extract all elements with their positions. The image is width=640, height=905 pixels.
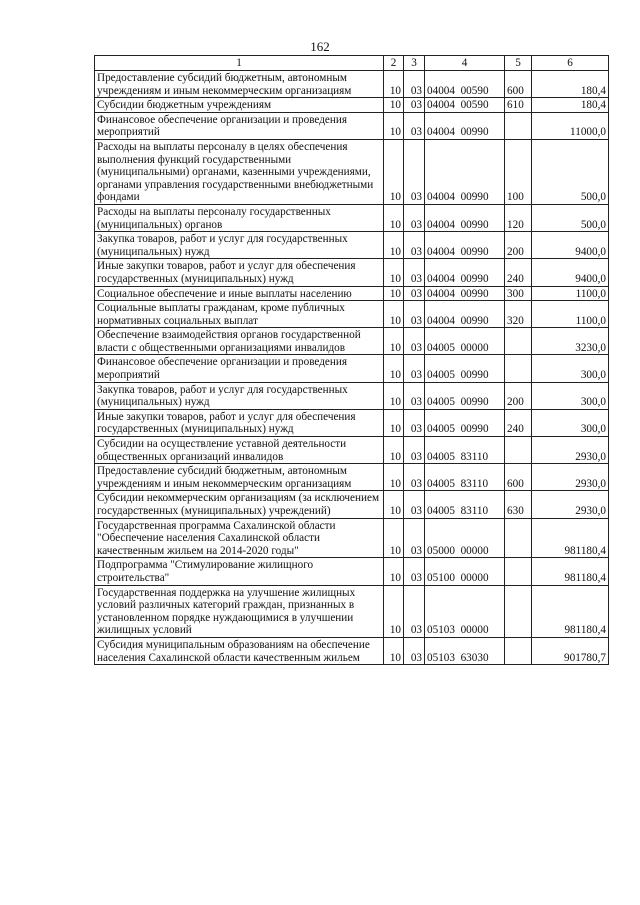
table-row	[95, 437, 609, 464]
header-col-1: 1	[95, 56, 384, 71]
row-amount-cell: 2930,0	[532, 491, 609, 518]
table-row	[95, 637, 609, 664]
row-subsection-cell: 03	[404, 437, 425, 464]
page-number: 162	[310, 39, 330, 54]
row-target-article-cell: 04005 83110	[425, 464, 505, 491]
row-name-cell: Закупка товаров, работ и услуг для государственных (муниципальных) нужд	[95, 232, 384, 259]
row-section-cell: 10	[384, 558, 404, 585]
row-name-cell: Расходы на выплаты персоналу государственных (муниципальных) органов	[95, 204, 384, 231]
table-row	[95, 464, 609, 491]
row-subsection-cell: 03	[404, 491, 425, 518]
row-amount-cell: 9400,0	[532, 259, 609, 286]
table-row	[95, 98, 609, 113]
table-row	[95, 259, 609, 286]
row-section-cell: 10	[384, 98, 404, 113]
row-expense-type-cell: 320	[505, 301, 532, 328]
row-amount-cell: 2930,0	[532, 464, 609, 491]
row-name-cell: Финансовое обеспечение организации и проведения мероприятий	[95, 112, 384, 139]
row-subsection-cell: 03	[404, 232, 425, 259]
row-subsection-cell: 03	[404, 518, 425, 558]
row-target-article-cell: 04004 00990	[425, 301, 505, 328]
row-section-cell: 10	[384, 232, 404, 259]
row-section-cell: 10	[384, 139, 404, 204]
row-subsection-cell: 03	[404, 409, 425, 436]
row-expense-type-cell	[505, 112, 532, 139]
header-col-6: 6	[532, 56, 609, 71]
row-target-article-cell: 04004 00590	[425, 98, 505, 113]
row-expense-type-cell: 120	[505, 204, 532, 231]
row-amount-cell: 1100,0	[532, 301, 609, 328]
row-subsection-cell: 03	[404, 71, 425, 98]
table-row	[95, 491, 609, 518]
row-section-cell: 10	[384, 301, 404, 328]
row-target-article-cell: 04004 00990	[425, 286, 505, 301]
table-row	[95, 409, 609, 436]
row-expense-type-cell: 240	[505, 259, 532, 286]
header-row	[95, 56, 609, 71]
row-amount-cell: 901780,7	[532, 637, 609, 664]
table-row	[95, 112, 609, 139]
row-target-article-cell: 04004 00990	[425, 259, 505, 286]
row-name-cell: Предоставление субсидий бюджетным, автономным учреждениям и иным некоммерческим организациям	[95, 464, 384, 491]
row-target-article-cell: 04005 00000	[425, 328, 505, 355]
header-col-2: 2	[384, 56, 404, 71]
row-name-cell: Финансовое обеспечение организации и проведения мероприятий	[95, 355, 384, 382]
row-name-cell: Закупка товаров, работ и услуг для государственных (муниципальных) нужд	[95, 382, 384, 409]
row-section-cell: 10	[384, 491, 404, 518]
row-expense-type-cell: 200	[505, 232, 532, 259]
row-amount-cell: 981180,4	[532, 518, 609, 558]
row-name-cell: Обеспечение взаимодействия органов государственной власти с общественными организациями инвалидов	[95, 328, 384, 355]
row-amount-cell: 300,0	[532, 409, 609, 436]
row-amount-cell: 500,0	[532, 139, 609, 204]
row-amount-cell: 180,4	[532, 71, 609, 98]
row-name-cell: Подпрограмма "Стимулирование жилищного строительства"	[95, 558, 384, 585]
row-section-cell: 10	[384, 112, 404, 139]
row-name-cell: Предоставление субсидий бюджетным, автономным учреждениям и иным некоммерческим организациям	[95, 71, 384, 98]
row-subsection-cell: 03	[404, 301, 425, 328]
row-amount-cell: 300,0	[532, 355, 609, 382]
row-subsection-cell: 03	[404, 259, 425, 286]
row-expense-type-cell	[505, 518, 532, 558]
row-section-cell: 10	[384, 464, 404, 491]
row-subsection-cell: 03	[404, 139, 425, 204]
row-amount-cell: 2930,0	[532, 437, 609, 464]
row-section-cell: 10	[384, 409, 404, 436]
row-name-cell: Субсидия муниципальным образованиям на обеспечение населения Сахалинской области качественным жильем	[95, 637, 384, 664]
table-row	[95, 328, 609, 355]
row-amount-cell: 1100,0	[532, 286, 609, 301]
row-amount-cell: 9400,0	[532, 232, 609, 259]
table-row	[95, 286, 609, 301]
row-expense-type-cell	[505, 558, 532, 585]
table-row	[95, 204, 609, 231]
row-subsection-cell: 03	[404, 328, 425, 355]
row-name-cell: Субсидии на осуществление уставной деятельности общественных организаций инвалидов	[95, 437, 384, 464]
row-amount-cell: 981180,4	[532, 558, 609, 585]
row-section-cell: 10	[384, 518, 404, 558]
row-expense-type-cell	[505, 328, 532, 355]
row-name-cell: Иные закупки товаров, работ и услуг для обеспечения государственных (муниципальных) нужд	[95, 259, 384, 286]
row-amount-cell: 180,4	[532, 98, 609, 113]
table-row	[95, 558, 609, 585]
row-subsection-cell: 03	[404, 637, 425, 664]
row-target-article-cell: 04005 00990	[425, 355, 505, 382]
row-subsection-cell: 03	[404, 585, 425, 637]
row-name-cell: Субсидии бюджетным учреждениям	[95, 98, 384, 113]
header-col-3: 3	[404, 56, 425, 71]
table-row	[95, 355, 609, 382]
row-amount-cell: 981180,4	[532, 585, 609, 637]
row-expense-type-cell: 300	[505, 286, 532, 301]
row-section-cell: 10	[384, 355, 404, 382]
row-expense-type-cell	[505, 437, 532, 464]
row-subsection-cell: 03	[404, 98, 425, 113]
row-target-article-cell: 04004 00990	[425, 232, 505, 259]
row-amount-cell: 3230,0	[532, 328, 609, 355]
table-row	[95, 71, 609, 98]
row-section-cell: 10	[384, 637, 404, 664]
table-row	[95, 139, 609, 204]
row-name-cell: Расходы на выплаты персоналу в целях обеспечения выполнения функций государственными (муниципальными) органами, казенными учреждениями, органами управления государственными внебюджетными фондами	[95, 139, 384, 204]
row-subsection-cell: 03	[404, 382, 425, 409]
row-section-cell: 10	[384, 437, 404, 464]
row-name-cell: Государственная поддержка на улучшение жилищных условий различных категорий граждан, признанных в установленном порядке нуждающимися в улучшении жилищных условий	[95, 585, 384, 637]
table-row	[95, 585, 609, 637]
row-subsection-cell: 03	[404, 286, 425, 301]
row-subsection-cell: 03	[404, 464, 425, 491]
row-target-article-cell: 04004 00990	[425, 139, 505, 204]
row-target-article-cell: 04004 00990	[425, 204, 505, 231]
header-col-5: 5	[505, 56, 532, 71]
row-target-article-cell: 05103 00000	[425, 585, 505, 637]
row-expense-type-cell: 600	[505, 464, 532, 491]
row-amount-cell: 11000,0	[532, 112, 609, 139]
row-expense-type-cell: 200	[505, 382, 532, 409]
row-section-cell: 10	[384, 71, 404, 98]
row-target-article-cell: 04005 00990	[425, 382, 505, 409]
header-col-4: 4	[425, 56, 505, 71]
row-expense-type-cell: 100	[505, 139, 532, 204]
row-subsection-cell: 03	[404, 204, 425, 231]
row-expense-type-cell: 610	[505, 98, 532, 113]
row-expense-type-cell: 600	[505, 71, 532, 98]
table-row	[95, 382, 609, 409]
row-subsection-cell: 03	[404, 355, 425, 382]
row-section-cell: 10	[384, 204, 404, 231]
row-subsection-cell: 03	[404, 112, 425, 139]
row-target-article-cell: 04005 83110	[425, 437, 505, 464]
row-target-article-cell: 04005 00990	[425, 409, 505, 436]
row-expense-type-cell: 240	[505, 409, 532, 436]
row-section-cell: 10	[384, 585, 404, 637]
row-name-cell: Государственная программа Сахалинской области "Обеспечение населения Сахалинской области качественным жильем на 2014-2020 годы"	[95, 518, 384, 558]
row-section-cell: 10	[384, 259, 404, 286]
table-row	[95, 301, 609, 328]
row-section-cell: 10	[384, 286, 404, 301]
table-row	[95, 232, 609, 259]
row-section-cell: 10	[384, 328, 404, 355]
row-name-cell: Социальное обеспечение и иные выплаты населению	[95, 286, 384, 301]
row-amount-cell: 300,0	[532, 382, 609, 409]
row-section-cell: 10	[384, 382, 404, 409]
row-target-article-cell: 05103 63030	[425, 637, 505, 664]
row-expense-type-cell	[505, 585, 532, 637]
row-target-article-cell: 05100 00000	[425, 558, 505, 585]
row-target-article-cell: 04004 00990	[425, 112, 505, 139]
row-name-cell: Социальные выплаты гражданам, кроме публичных нормативных социальных выплат	[95, 301, 384, 328]
row-expense-type-cell: 630	[505, 491, 532, 518]
row-subsection-cell: 03	[404, 558, 425, 585]
row-name-cell: Субсидии некоммерческим организациям (за исключением государственных (муниципальных) учреждений)	[95, 491, 384, 518]
row-target-article-cell: 04004 00590	[425, 71, 505, 98]
row-target-article-cell: 04005 83110	[425, 491, 505, 518]
row-expense-type-cell	[505, 637, 532, 664]
row-target-article-cell: 05000 00000	[425, 518, 505, 558]
row-name-cell: Иные закупки товаров, работ и услуг для обеспечения государственных (муниципальных) нужд	[95, 409, 384, 436]
budget-table	[94, 55, 609, 665]
table-row	[95, 518, 609, 558]
row-amount-cell: 500,0	[532, 204, 609, 231]
row-expense-type-cell	[505, 355, 532, 382]
